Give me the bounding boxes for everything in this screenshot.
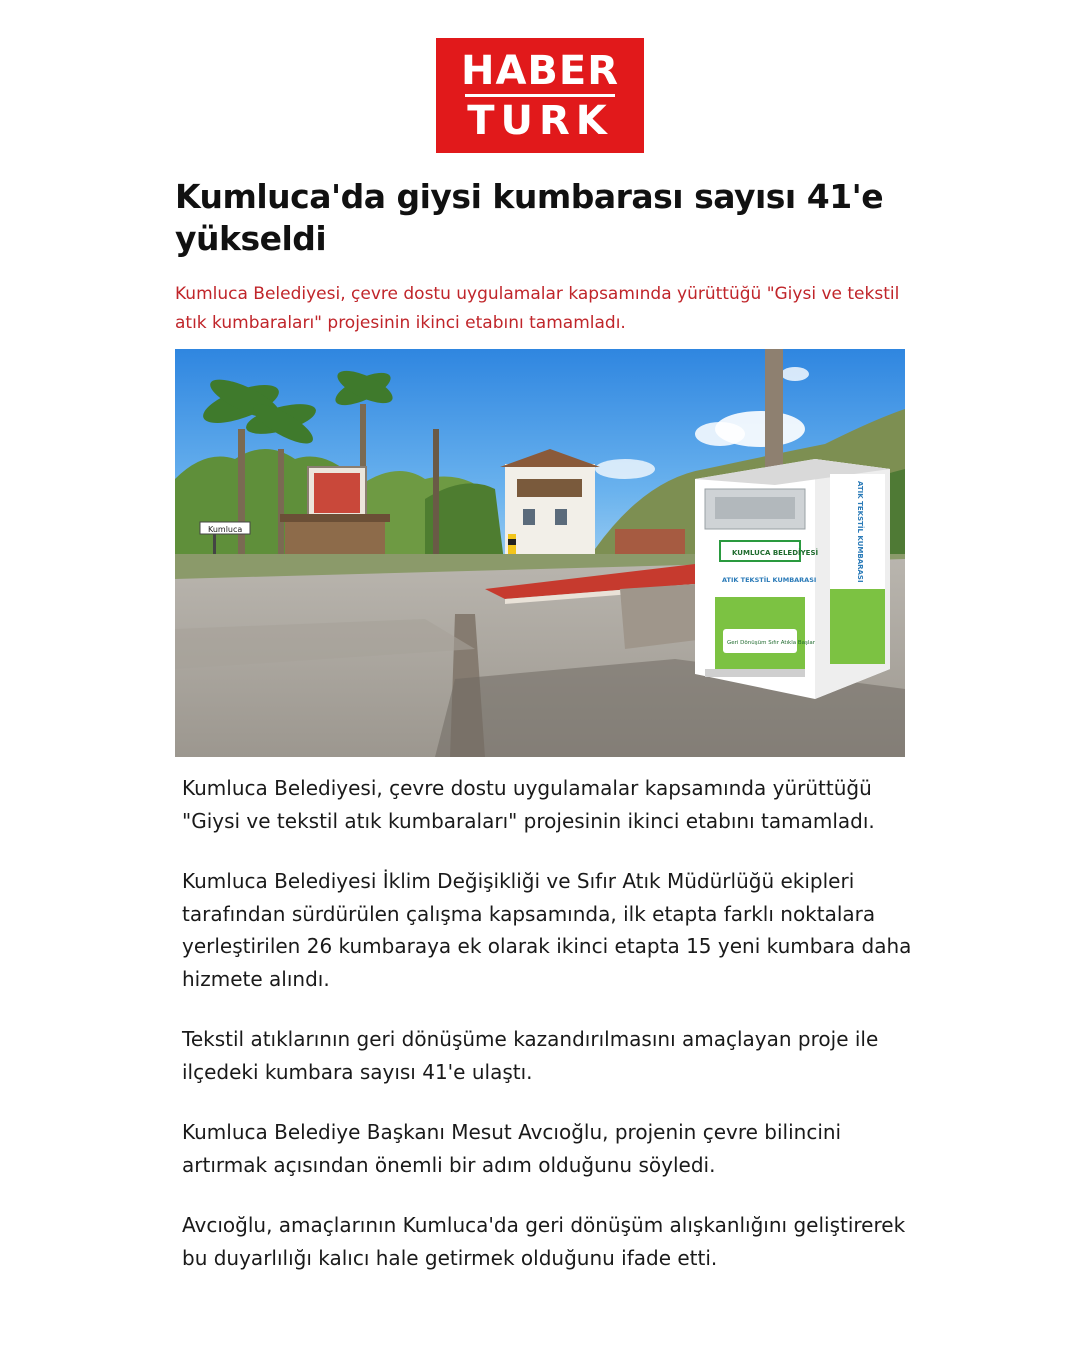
- bin-front-title: ATIK TEKSTİL KUMBARASI: [722, 576, 817, 584]
- bin-slogan: Geri Dönüşüm Sıfır Atıkla Başlar: [727, 640, 816, 646]
- article-paragraph: Tekstil atıklarının geri dönüşüme kazandırılmasını amaçlayan proje ile ilçedeki kumbara sayısı 41'e ulaştı.: [182, 1027, 879, 1084]
- textile-bin: [695, 459, 890, 699]
- article-headline: Kumluca'da giysi kumbarası sayısı 41'e yükseldi: [175, 177, 884, 258]
- logo-line-2: TURK: [467, 97, 613, 144]
- logo-divider: [465, 94, 615, 97]
- haberturk-logo[interactable]: [436, 38, 644, 153]
- article-paragraph: Avcıoğlu, amaçlarının Kumluca'da geri dönüşüm alışkanlığını geliştirerek bu duyarlılığı kalıcı hale getirmek olduğunu ifade etti.: [182, 1213, 906, 1270]
- article-body: [182, 772, 912, 1302]
- article-summary: Kumluca Belediyesi, çevre dostu uygulamalar kapsamında yürüttüğü "Giysi ve tekstil atık kumbaraları" projesinin ikinci etabını tamamladı.: [175, 284, 900, 333]
- sign-text: Kumluca: [208, 525, 243, 534]
- bin-logo-text: KUMLUCA BELEDİYESİ: [732, 549, 819, 557]
- building: [505, 464, 595, 559]
- article-paragraph: Kumluca Belediyesi İklim Değişikliği ve Sıfır Atık Müdürlüğü ekipleri tarafından sürdürülen çalışma kapsamında, ilk etapta farklı noktalara yerleştirilen 26 kumbaraya ek olarak ikinci etapta 15 yeni kumbara daha hizmete alındı.: [182, 869, 912, 991]
- article-photo: [175, 349, 905, 757]
- bin-side-title: ATIK TEKSTİL KUMBARASI: [856, 481, 864, 583]
- article-paragraph: Kumluca Belediyesi, çevre dostu uygulamalar kapsamında yürüttüğü "Giysi ve tekstil atık kumbaraları" projesinin ikinci etabını tamamladı.: [182, 776, 875, 833]
- logo-line-1: HABER: [460, 47, 620, 94]
- article-paragraph: Kumluca Belediye Başkanı Mesut Avcıoğlu, projenin çevre bilincini artırmak açısından önemli bir adım olduğunu söyledi.: [182, 1120, 842, 1177]
